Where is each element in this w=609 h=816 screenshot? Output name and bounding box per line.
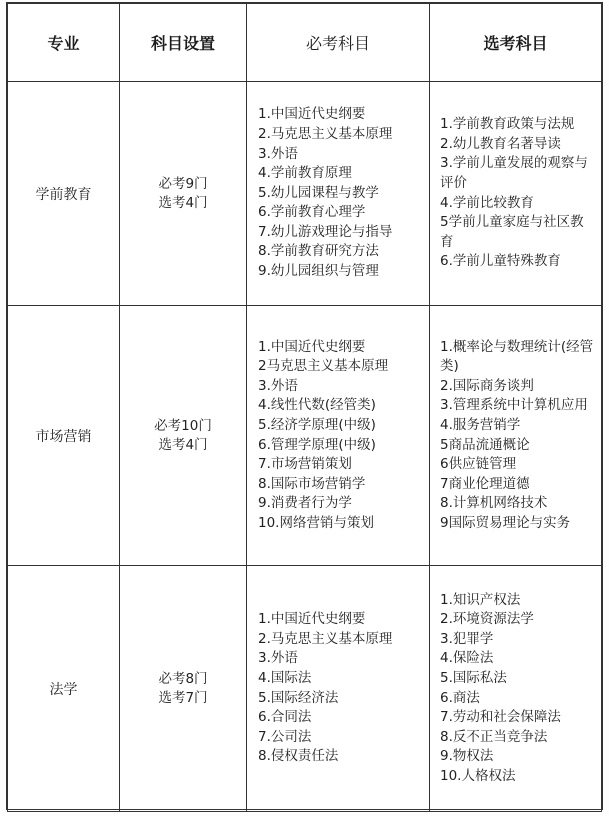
list-item: 8.侵权责任法 bbox=[258, 748, 339, 765]
major-cell: 市场营销 bbox=[8, 306, 120, 566]
list-item: 2.马克思主义基本原理 bbox=[258, 630, 393, 647]
header-row bbox=[8, 4, 602, 82]
list-item: 1.概率论与数理统计(经管类) bbox=[440, 338, 594, 375]
list-item: 2.国际商务谈判 bbox=[440, 377, 534, 394]
required-count: 必考8门 bbox=[158, 670, 208, 687]
list-item: 7.市场营销策划 bbox=[258, 456, 352, 473]
list-item: 10.网络营销与策划 bbox=[258, 514, 374, 531]
list-item: 1.中国近代史纲要 bbox=[258, 338, 366, 355]
header-subject-setting: 科目设置 bbox=[120, 4, 247, 82]
list-item: 8.学前教育研究方法 bbox=[258, 243, 379, 260]
counts-cell bbox=[120, 306, 247, 566]
header-major: 专业 bbox=[8, 4, 120, 82]
list-item: 6.学前儿童特殊教育 bbox=[440, 253, 561, 270]
elective-list bbox=[430, 306, 602, 566]
list-item: 8.反不正当竞争法 bbox=[440, 728, 548, 745]
list-item: 7.幼儿游戏理论与指导 bbox=[258, 223, 393, 240]
elective-list bbox=[430, 82, 602, 306]
list-item: 3.管理系统中计算机应用 bbox=[440, 397, 588, 414]
list-item: 5.国际经济法 bbox=[258, 689, 339, 706]
subject-table-container bbox=[6, 2, 603, 810]
list-item: 5学前儿童家庭与社区教育 bbox=[440, 214, 584, 250]
list-item: 4.线性代数(经管类) bbox=[258, 397, 376, 414]
list-item: 4.学前教育原理 bbox=[258, 165, 352, 182]
list-item: 1.中国近代史纲要 bbox=[258, 611, 366, 628]
list-item: 3.学前儿童发展的观察与评价 bbox=[440, 155, 588, 191]
required-count: 必考9门 bbox=[158, 175, 208, 192]
list-item: 5.国际私法 bbox=[440, 669, 507, 686]
list-item: 10.人格权法 bbox=[440, 767, 516, 784]
counts-cell bbox=[120, 566, 247, 812]
list-item: 9.物权法 bbox=[440, 748, 494, 765]
table-row bbox=[8, 82, 602, 306]
list-item: 2.环境资源法学 bbox=[440, 611, 534, 628]
list-item: 2.马克思主义基本原理 bbox=[258, 125, 393, 142]
list-item: 3.犯罪学 bbox=[440, 630, 494, 647]
list-item: 9国际贸易理论与实务 bbox=[440, 514, 571, 531]
list-item: 6.管理学原理(中级) bbox=[258, 436, 376, 453]
list-item: 2.幼儿教育名著导读 bbox=[440, 135, 561, 152]
list-item: 4.服务营销学 bbox=[440, 416, 521, 433]
table-row bbox=[8, 306, 602, 566]
list-item: 1.中国近代史纲要 bbox=[258, 106, 366, 123]
list-item: 7.劳动和社会保障法 bbox=[440, 709, 561, 726]
list-item: 4.国际法 bbox=[258, 669, 312, 686]
subject-table bbox=[7, 3, 602, 812]
major-cell: 法学 bbox=[8, 566, 120, 812]
elective-list bbox=[430, 566, 602, 812]
required-list bbox=[247, 566, 430, 812]
header-elective-subjects: 选考科目 bbox=[430, 4, 602, 82]
list-item: 3.外语 bbox=[258, 145, 298, 162]
required-list bbox=[247, 306, 430, 566]
list-item: 6.合同法 bbox=[258, 709, 312, 726]
counts-cell bbox=[120, 82, 247, 306]
list-item: 6.学前教育心理学 bbox=[258, 204, 366, 221]
list-item: 3.外语 bbox=[258, 650, 298, 667]
list-item: 5.幼儿园课程与教学 bbox=[258, 184, 379, 201]
list-item: 5.经济学原理(中级) bbox=[258, 416, 376, 433]
list-item: 3.外语 bbox=[258, 377, 298, 394]
list-item: 4.保险法 bbox=[440, 650, 494, 667]
list-item: 6供应链管理 bbox=[440, 456, 517, 473]
table-row bbox=[8, 566, 602, 812]
list-item: 7商业伦理道德 bbox=[440, 475, 530, 492]
list-item: 7.公司法 bbox=[258, 728, 312, 745]
major-cell: 学前教育 bbox=[8, 82, 120, 306]
elective-count: 选考4门 bbox=[158, 436, 208, 453]
list-item: 9.幼儿园组织与管理 bbox=[258, 263, 379, 280]
elective-count: 选考7门 bbox=[158, 689, 208, 706]
list-item: 2马克思主义基本原理 bbox=[258, 358, 389, 375]
list-item: 8.计算机网络技术 bbox=[440, 495, 548, 512]
list-item: 1.学前教育政策与法规 bbox=[440, 116, 575, 133]
required-list bbox=[247, 82, 430, 306]
list-item: 5商品流通概论 bbox=[440, 436, 530, 453]
header-required-subjects: 必考科目 bbox=[247, 4, 430, 82]
required-count: 必考10门 bbox=[154, 417, 212, 434]
list-item: 4.学前比较教育 bbox=[440, 194, 534, 211]
elective-count: 选考4门 bbox=[158, 194, 208, 211]
list-item: 1.知识产权法 bbox=[440, 591, 521, 608]
list-item: 9.消费者行为学 bbox=[258, 495, 352, 512]
list-item: 6.商法 bbox=[440, 689, 480, 706]
list-item: 8.国际市场营销学 bbox=[258, 475, 366, 492]
